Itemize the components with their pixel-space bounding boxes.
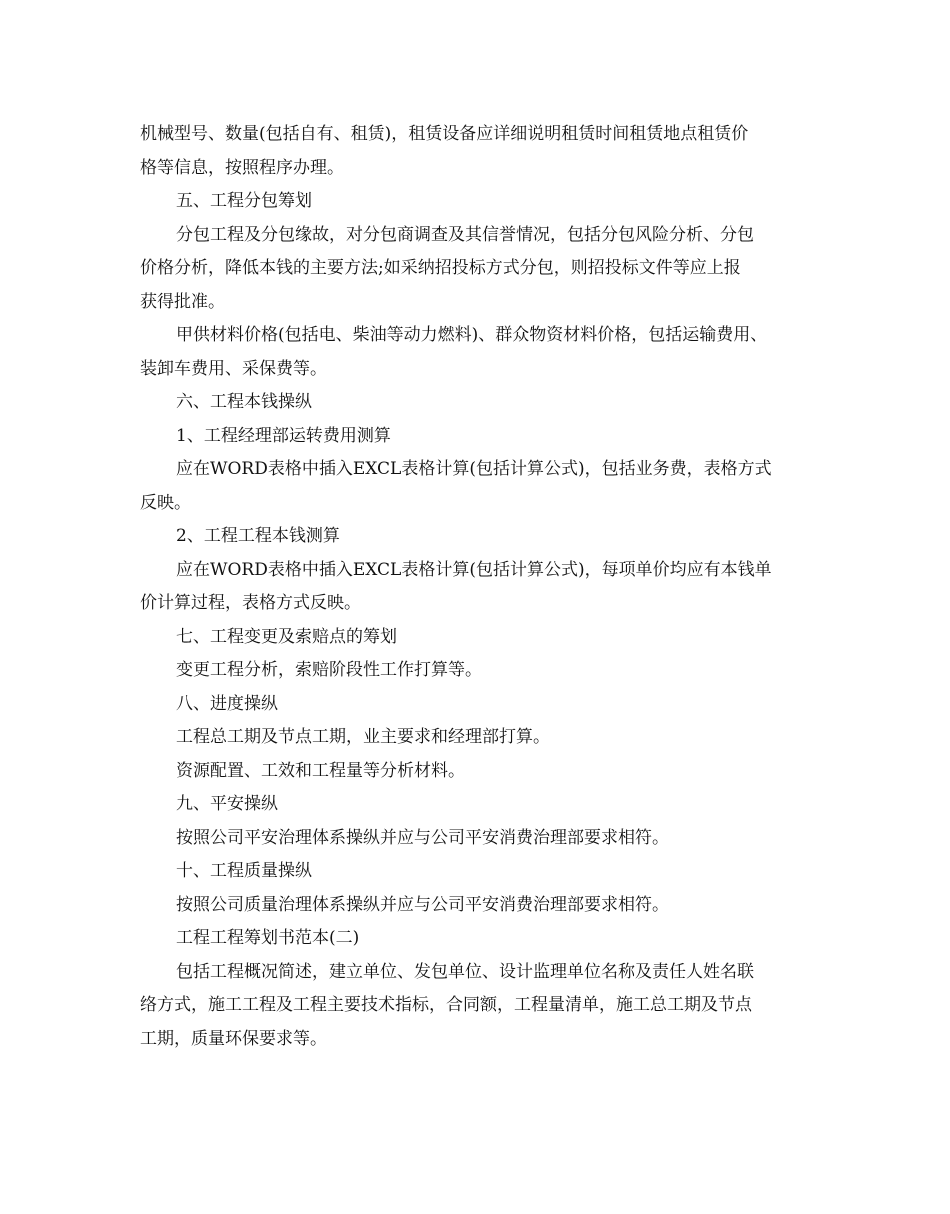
paragraph-start: 按照公司质量治理体系操纵并应与公司平安消费治理部要求相符。 [176, 894, 669, 915]
subsection-heading: 1、工程经理部运转费用测算 [176, 425, 391, 446]
text-line: 工期，质量环保要求等。 [140, 1028, 327, 1049]
text-line: 装卸车费用、采保费等。 [140, 358, 327, 379]
document-body [140, 118, 830, 1056]
paragraph-start: 分包工程及分包缘故，对分包商调查及其信誉情况，包括分包风险分析、分包 [176, 224, 754, 245]
section-heading: 八、进度操纵 [176, 693, 278, 714]
paragraph-start: 包括工程概况简述，建立单位、发包单位、设计监理单位名称及责任人姓名联 [176, 961, 754, 982]
paragraph-start: 工程总工期及节点工期，业主要求和经理部打算。 [176, 727, 550, 747]
text-line: 价格分析，降低本钱的主要方法;如采纳招投标方式分包，则招投标文件等应上报 [140, 258, 741, 278]
section-heading: 十、工程质量操纵 [176, 861, 312, 881]
text-line: 反映。 [140, 492, 191, 513]
section-heading: 五、工程分包筹划 [176, 191, 312, 211]
text-line: 络方式，施工工程及工程主要技术指标，合同额，工程量清单，施工总工期及节点 [140, 995, 752, 1015]
text-line: 格等信息，按照程序办理。 [140, 157, 344, 178]
text-line: 机械型号、数量(包括自有、租赁)，租赁设备应详细说明租赁时间租赁地点租赁价 [140, 124, 749, 144]
section-heading: 六、工程本钱操纵 [176, 392, 312, 412]
paragraph-start: 甲供材料价格(包括电、柴油等动力燃料)、群众物资材料价格，包括运输费用、 [176, 325, 768, 345]
paragraph-start: 资源配置、工效和工程量等分析材料。 [176, 760, 465, 781]
paragraph-start: 按照公司平安治理体系操纵并应与公司平安消费治理部要求相符。 [176, 827, 669, 848]
paragraph-start: 应在WORD表格中插入EXCL表格计算(包括计算公式)，包括业务费，表格方式 [176, 459, 772, 479]
section-heading: 七、工程变更及索赔点的筹划 [176, 626, 397, 647]
paragraph-start: 变更工程分析，索赔阶段性工作打算等。 [176, 660, 482, 680]
document-title: 工程工程筹划书范本(二) [176, 928, 360, 948]
subsection-heading: 2、工程工程本钱测算 [176, 526, 340, 546]
text-line: 获得批准。 [140, 291, 225, 312]
text-line: 价计算过程，表格方式反映。 [140, 593, 361, 613]
section-heading: 九、平安操纵 [176, 794, 278, 814]
paragraph-start: 应在WORD表格中插入EXCL表格计算(包括计算公式)，每项单价均应有本钱单 [176, 559, 772, 580]
